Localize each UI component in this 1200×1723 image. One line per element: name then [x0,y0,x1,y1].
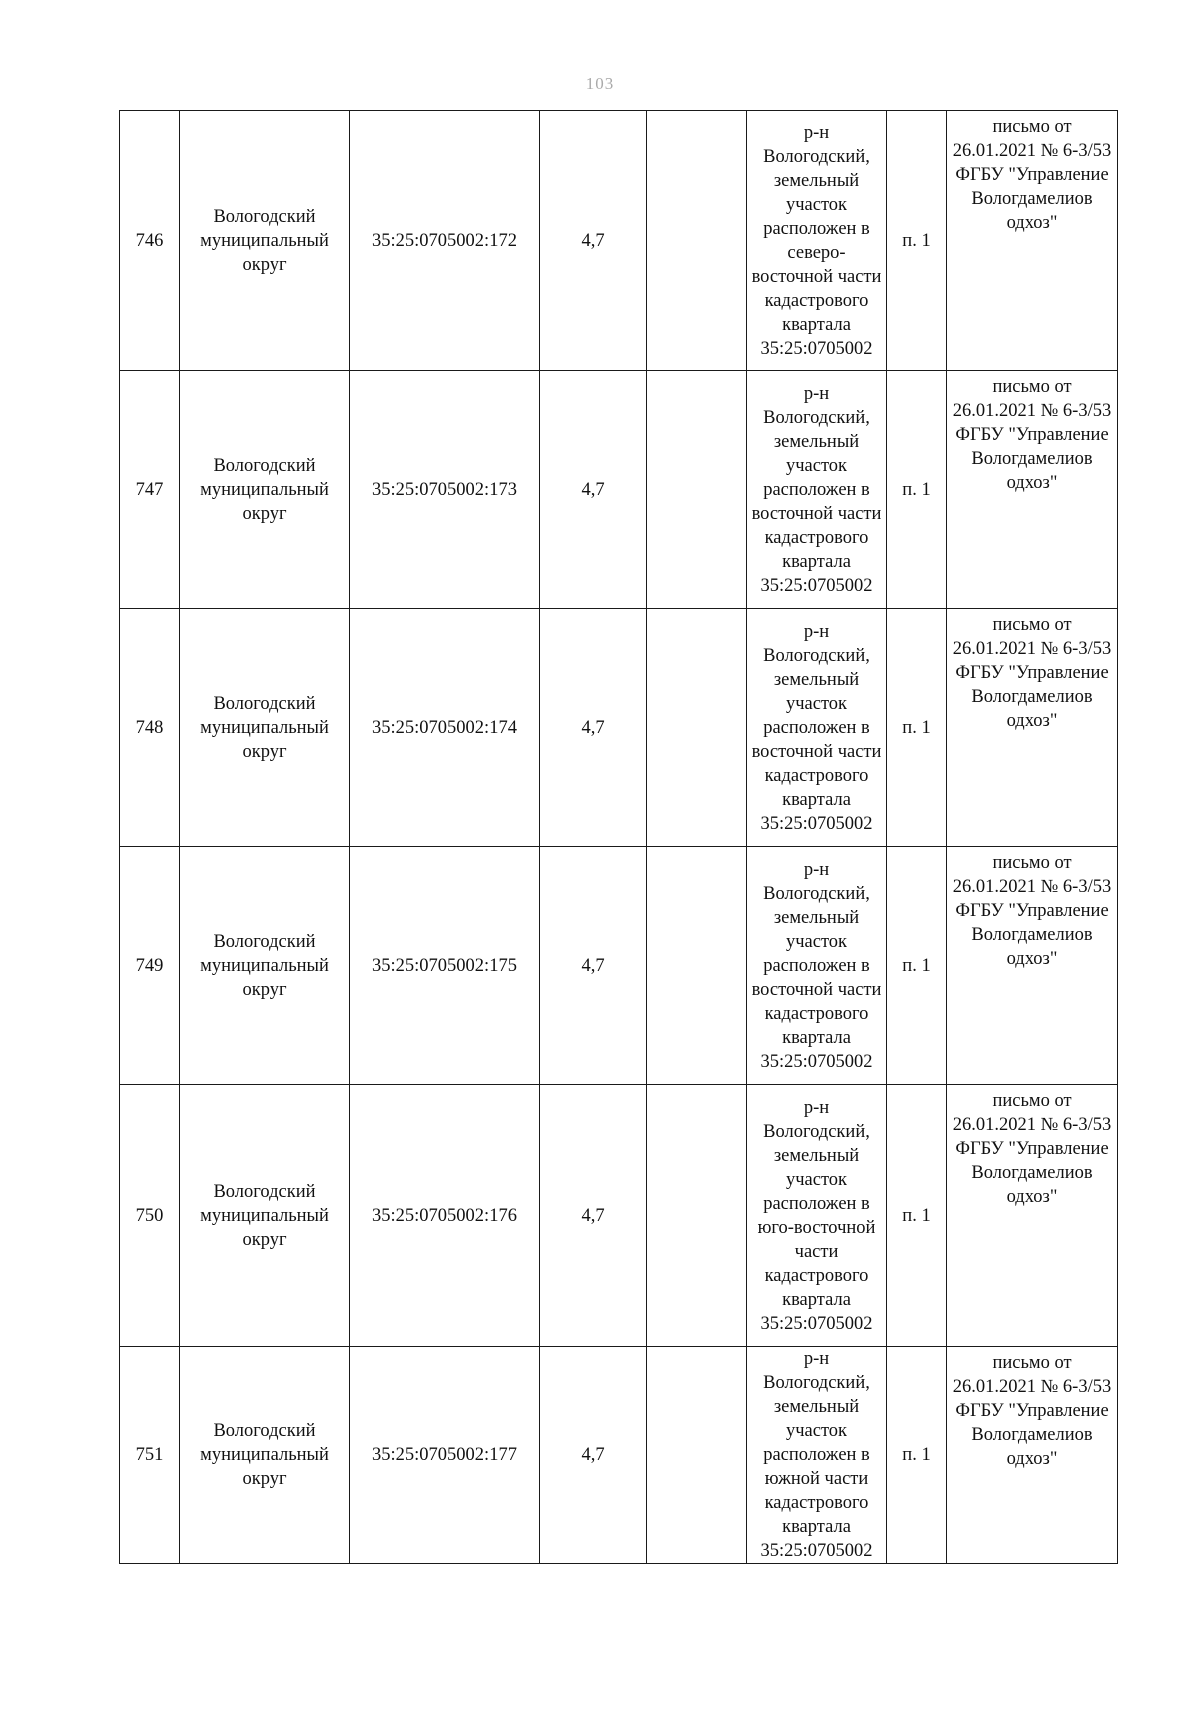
cadastral-number-cell: 35:25:0705002:173 [350,371,540,609]
row-number: 749 [120,847,180,1085]
letter-cell: письмо от 26.01.2021 № 6-3/53 ФГБУ "Управление Вологдамелиов одхоз" [947,1347,1118,1564]
address-cell: р-н Вологодский, земельный участок расположен в восточной части кадастрового квартала 35:25:0705002 [747,371,887,609]
clause-cell: п. 1 [887,111,947,371]
area-cell: 4,7 [540,1347,647,1564]
area-cell: 4,7 [540,609,647,847]
empty-cell [647,847,747,1085]
district-cell: Вологодский муниципальный округ [180,111,350,371]
address-cell: р-н Вологодский, земельный участок расположен в южной части кадастрового квартала 35:25:0705002 [747,1347,887,1564]
land-plots-table [119,110,1118,1564]
address-cell: р-н Вологодский, земельный участок расположен в восточной части кадастрового квартала 35:25:0705002 [747,847,887,1085]
district-cell: Вологодский муниципальный округ [180,847,350,1085]
table-row [120,1347,1118,1564]
empty-cell [647,1085,747,1347]
page-number: 103 [585,74,615,93]
letter-cell: письмо от 26.01.2021 № 6-3/53 ФГБУ "Управление Вологдамелиов одхоз" [947,371,1118,609]
district-cell: Вологодский муниципальный округ [180,1085,350,1347]
cadastral-number-cell: 35:25:0705002:174 [350,609,540,847]
area-cell: 4,7 [540,847,647,1085]
letter-cell: письмо от 26.01.2021 № 6-3/53 ФГБУ "Управление Вологдамелиов одхоз" [947,609,1118,847]
district-cell: Вологодский муниципальный округ [180,609,350,847]
clause-cell: п. 1 [887,371,947,609]
cadastral-number-cell: 35:25:0705002:177 [350,1347,540,1564]
address-cell: р-н Вологодский, земельный участок расположен в северо-восточной части кадастрового квартала 35:25:0705002 [747,111,887,371]
district-cell: Вологодский муниципальный округ [180,371,350,609]
area-cell: 4,7 [540,1085,647,1347]
empty-cell [647,111,747,371]
cadastral-number-cell: 35:25:0705002:176 [350,1085,540,1347]
row-number: 750 [120,1085,180,1347]
empty-cell [647,1347,747,1564]
area-cell: 4,7 [540,371,647,609]
empty-cell [647,371,747,609]
table-row [120,847,1118,1085]
row-number: 751 [120,1347,180,1564]
row-number: 746 [120,111,180,371]
empty-cell [647,609,747,847]
cadastral-number-cell: 35:25:0705002:175 [350,847,540,1085]
cadastral-number-cell: 35:25:0705002:172 [350,111,540,371]
letter-cell: письмо от 26.01.2021 № 6-3/53 ФГБУ "Управление Вологдамелиов одхоз" [947,1085,1118,1347]
table-row [120,609,1118,847]
district-cell: Вологодский муниципальный округ [180,1347,350,1564]
area-cell: 4,7 [540,111,647,371]
address-cell: р-н Вологодский, земельный участок расположен в восточной части кадастрового квартала 35:25:0705002 [747,609,887,847]
table-row [120,111,1118,371]
row-number: 748 [120,609,180,847]
address-cell: р-н Вологодский, земельный участок расположен в юго-восточной части кадастрового квартала 35:25:0705002 [747,1085,887,1347]
letter-cell: письмо от 26.01.2021 № 6-3/53 ФГБУ "Управление Вологдамелиов одхоз" [947,847,1118,1085]
row-number: 747 [120,371,180,609]
clause-cell: п. 1 [887,847,947,1085]
clause-cell: п. 1 [887,609,947,847]
clause-cell: п. 1 [887,1347,947,1564]
table-row [120,1085,1118,1347]
table-row [120,371,1118,609]
letter-cell: письмо от 26.01.2021 № 6-3/53 ФГБУ "Управление Вологдамелиов одхоз" [947,111,1118,371]
clause-cell: п. 1 [887,1085,947,1347]
